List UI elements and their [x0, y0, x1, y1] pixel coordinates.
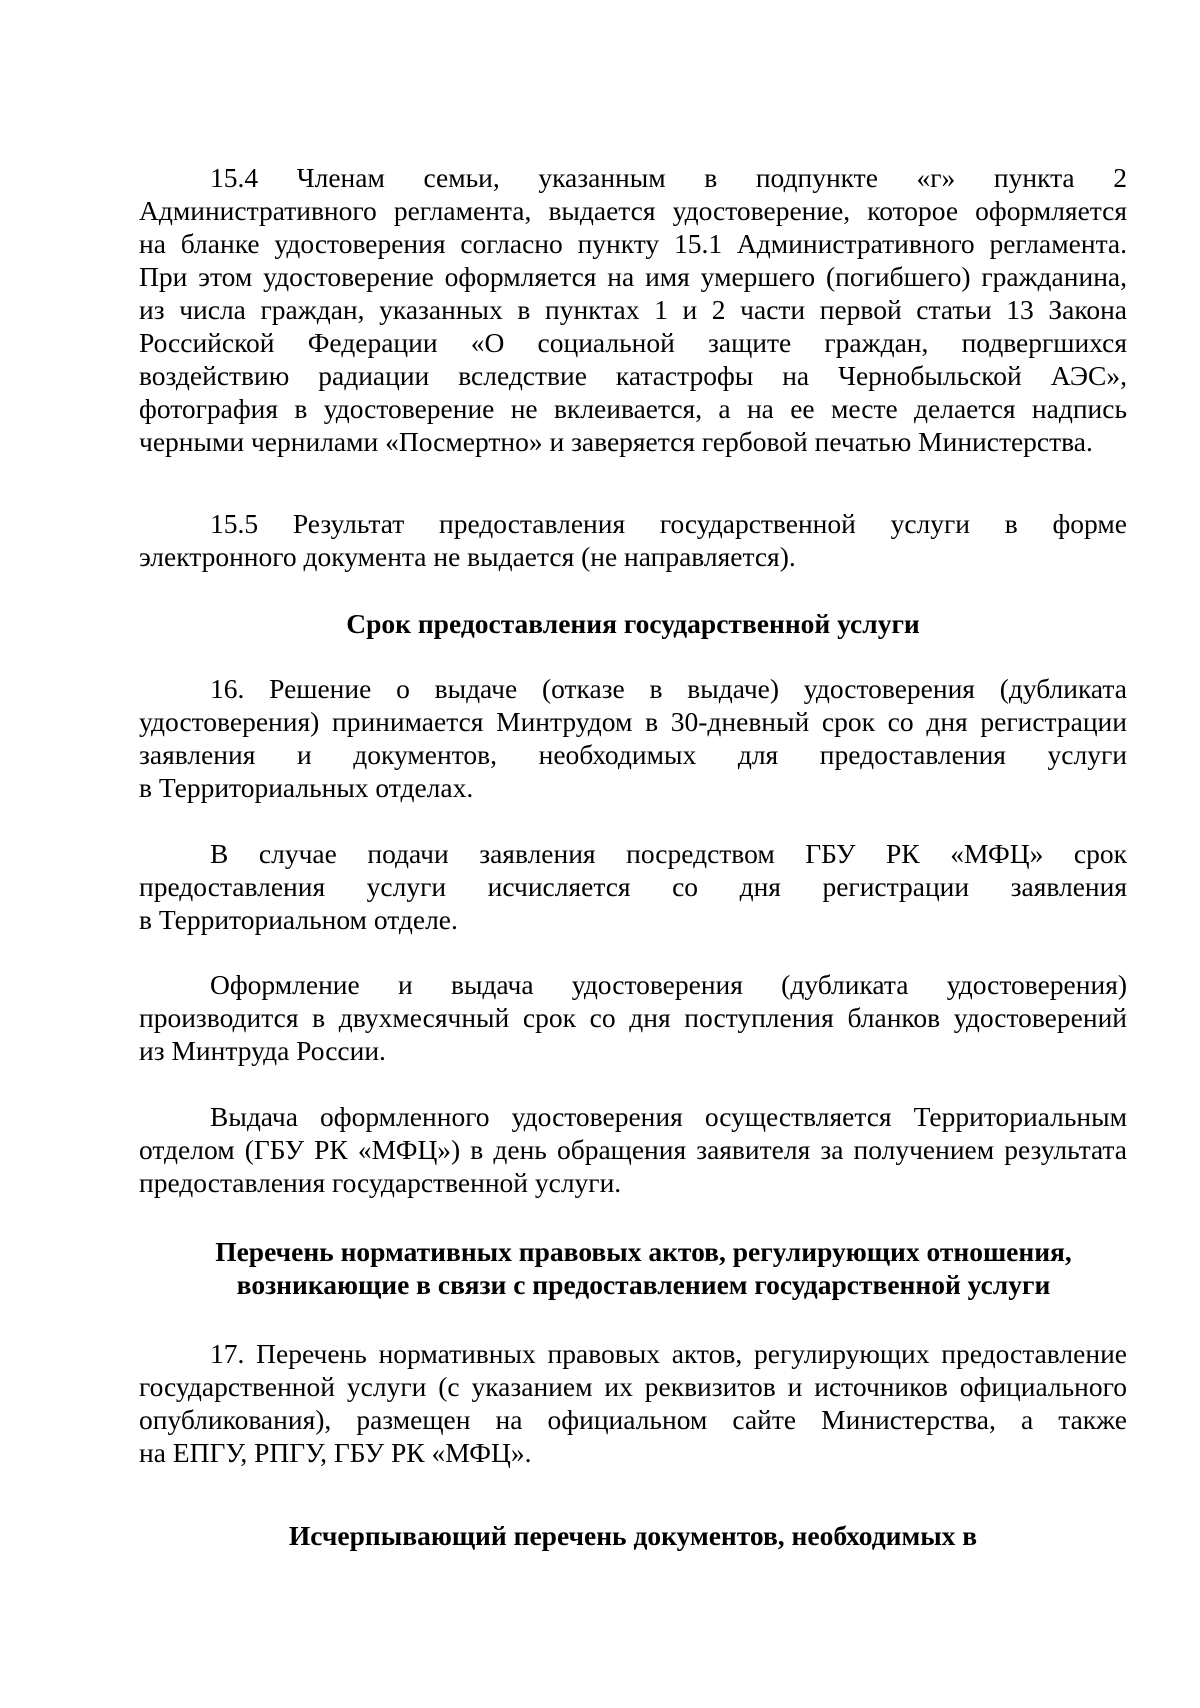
paragraph-15-5 [139, 507, 1127, 573]
text-line: При этом удостоверение оформляется на имя умершего (погибшего) гражданина, [139, 261, 1127, 292]
heading-line: Срок предоставления государственной услуги [346, 608, 920, 639]
text-line: 17. Перечень нормативных правовых актов, регулирующих предоставление [210, 1338, 1127, 1369]
text-line: на ЕПГУ, РПГУ, ГБУ РК «МФЦ». [139, 1437, 532, 1468]
text-line: 16. Решение о выдаче (отказе в выдаче) удостоверения (дубликата [210, 673, 1127, 704]
text-line: Административного регламента, выдается удостоверение, которое оформляется [139, 195, 1127, 226]
text-line: Оформление и выдача удостоверения (дубликата удостоверения) [210, 969, 1127, 1000]
section-heading-acts [160, 1235, 1127, 1301]
text-line: отделом (ГБУ РК «МФЦ») в день обращения заявителя за получением результата [139, 1134, 1127, 1165]
text-line: производится в двухмесячный срок со дня поступления бланков удостоверений [139, 1002, 1127, 1033]
paragraph-16-mfc [139, 837, 1127, 936]
paragraph-16-delivery [139, 1100, 1127, 1199]
text-line: воздействию радиации вследствие катастрофы на Чернобыльской АЭС», [139, 360, 1127, 391]
text-line: в Территориальном отделе. [139, 904, 458, 935]
text-line: В случае подачи заявления посредством ГБУ РК «МФЦ» срок [210, 838, 1127, 869]
text-line: удостоверения) принимается Минтрудом в 30-дневный срок со дня регистрации [139, 706, 1127, 737]
text-line: предоставления услуги исчисляется со дня регистрации заявления [139, 871, 1127, 902]
section-heading-docs [139, 1519, 1127, 1552]
paragraph-16 [139, 672, 1127, 804]
text-line: Выдача оформленного удостоверения осуществляется Территориальным [210, 1101, 1127, 1132]
text-line: 15.5 Результат предоставления государственной услуги в форме [210, 508, 1127, 539]
text-line: в Территориальных отделах. [139, 772, 474, 803]
section-heading-term [139, 607, 1127, 640]
heading-line: Исчерпывающий перечень документов, необходимых в [288, 1520, 978, 1551]
text-line: из числа граждан, указанных в пунктах 1 и 2 части первой статьи 13 Закона [139, 294, 1127, 325]
text-line: 15.4 Членам семьи, указанным в подпункте «г» пункта 2 [210, 162, 1127, 193]
text-line: опубликования), размещен на официальном сайте Министерства, а также [139, 1404, 1127, 1435]
text-line: заявления и документов, необходимых для предоставления услуги [139, 739, 1127, 770]
paragraph-16-issue [139, 968, 1127, 1067]
text-line: предоставления государственной услуги. [139, 1167, 622, 1198]
heading-line: возникающие в связи с предоставлением государственной услуги [236, 1269, 1051, 1300]
heading-line: Перечень нормативных правовых актов, регулирующих отношения, [215, 1236, 1072, 1267]
text-line: на бланке удостоверения согласно пункту 15.1 Административного регламента. [139, 228, 1127, 259]
paragraph-15-4 [139, 161, 1127, 458]
text-line: Российской Федерации «О социальной защите граждан, подвергшихся [139, 327, 1127, 358]
text-line: черными чернилами «Посмертно» и заверяется гербовой печатью Министерства. [139, 426, 1093, 457]
text-line: из Минтруда России. [139, 1035, 386, 1066]
text-line: электронного документа не выдается (не направляется). [139, 541, 796, 572]
text-line: фотография в удостоверение не вклеивается, а на ее месте делается надпись [139, 393, 1127, 424]
paragraph-17 [139, 1337, 1127, 1469]
text-line: государственной услуги (с указанием их реквизитов и источников официального [139, 1371, 1127, 1402]
